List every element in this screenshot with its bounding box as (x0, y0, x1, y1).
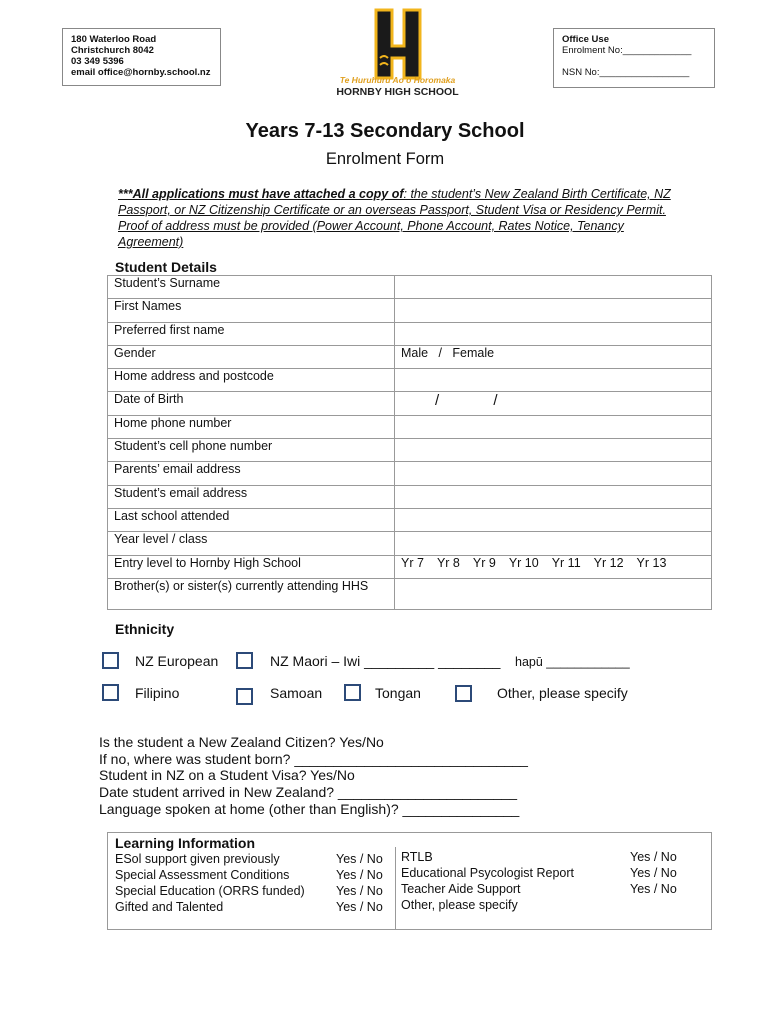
details-row (108, 439, 712, 462)
learning-divider (395, 847, 396, 929)
learning-right-list (401, 849, 691, 913)
hapu-label: hapū ____________ (515, 655, 630, 669)
learning-item (401, 897, 691, 913)
samoan-label: Samoan (270, 685, 323, 701)
details-row (108, 369, 712, 392)
address-line1: 180 Waterloo Road (71, 34, 157, 45)
learning-item-label: Gifted and Talented (115, 900, 224, 914)
learning-item (115, 899, 390, 915)
details-input-field[interactable] (395, 276, 712, 299)
arrival-date-question: Date student arrived in New Zealand? _______________________ (99, 784, 517, 800)
notice-text: : the student’s New Zealand Birth Certificate, NZ Passport, or NZ Citizenship Certificate or an overseas Passport, Student Visa or Residency Permit. Proof of address must be provided (Power Account, Phone Account, Rates Notice, Tenancy Agreement) (118, 187, 671, 249)
learning-item-label: ESol support given previously (115, 852, 280, 866)
home-language-question: Language spoken at home (other than English)? _______________ (99, 801, 520, 817)
yes-no-option[interactable]: Yes / No (336, 900, 383, 914)
entry-year-option[interactable]: Yr 13 (636, 555, 667, 570)
address-email: email office@hornby.school.nz (71, 67, 211, 78)
yes-no-option[interactable]: Yes / No (630, 866, 677, 880)
yes-no-option[interactable]: Yes / No (336, 884, 383, 898)
other-ethnicity-label: Other, please specify (497, 685, 628, 701)
learning-item (401, 881, 691, 897)
logo-school-name: HORNBY HIGH SCHOOL (336, 86, 459, 98)
learning-item-label: Special Education (ORRS funded) (115, 884, 305, 898)
entry-year-option[interactable]: Yr 11 (551, 555, 581, 570)
learning-item-label: RTLB (401, 850, 433, 864)
learning-left-list (115, 851, 390, 915)
office-use-box (553, 28, 715, 88)
learning-item-label: Special Assessment Conditions (115, 868, 290, 882)
learning-heading: Learning Information (115, 835, 255, 851)
details-row (108, 508, 712, 531)
yes-no-option[interactable]: Yes / No (630, 882, 677, 896)
details-input-field[interactable] (395, 532, 712, 555)
details-input-field[interactable] (395, 439, 712, 462)
logo-motto: Te Huruhuru Ao o Horomaka (339, 75, 456, 85)
entry-year-option[interactable]: Yr 10 (508, 555, 539, 570)
details-label: Last school attended (108, 508, 395, 531)
learning-item (401, 865, 691, 881)
learning-item-label: Teacher Aide Support (401, 882, 521, 896)
details-input-field[interactable] (395, 299, 712, 322)
details-row (108, 462, 712, 485)
details-label: Parents’ email address (108, 462, 395, 485)
page-subtitle: Enrolment Form (325, 150, 445, 168)
details-row (108, 555, 712, 578)
details-input-field[interactable] (395, 578, 712, 609)
entry-year-option[interactable]: Yr 8 (436, 555, 460, 570)
details-row (108, 485, 712, 508)
birthplace-question: If no, where was student born? ______________________________ (99, 751, 528, 767)
details-label: Brother(s) or sister(s) currently attending HHS (108, 578, 395, 609)
office-use-title: Office Use (562, 34, 609, 45)
entry-year-option[interactable]: Yr 12 (593, 555, 624, 570)
address-phone: 03 349 5396 (71, 56, 124, 67)
samoan-checkbox[interactable] (236, 688, 253, 705)
yes-no-option[interactable]: Yes / No (630, 850, 677, 864)
filipino-label: Filipino (135, 685, 180, 701)
details-label: Preferred first name (108, 322, 395, 345)
entry-year-option[interactable]: Yr 7 (401, 555, 424, 570)
details-row (108, 532, 712, 555)
nz-european-label: NZ European (135, 653, 219, 669)
details-row (108, 578, 712, 609)
details-label: First Names (108, 299, 395, 322)
details-label: Date of Birth (108, 392, 395, 415)
learning-item (115, 851, 390, 867)
yes-no-option[interactable]: Yes / No (336, 852, 383, 866)
details-row (108, 345, 712, 368)
tongan-label: Tongan (375, 685, 421, 701)
details-label: Student’s email address (108, 485, 395, 508)
details-label: Gender (108, 345, 395, 368)
yes-no-option[interactable]: Yes / No (336, 868, 383, 882)
nz-citizen-question: Is the student a New Zealand Citizen? Yes/No (99, 734, 384, 750)
learning-item (401, 849, 691, 865)
learning-item-label: Other, please specify (401, 898, 518, 912)
ethnicity-heading: Ethnicity (115, 621, 175, 637)
learning-item (115, 867, 390, 883)
enrolment-number-field: Enrolment No:_____________ (562, 45, 692, 56)
details-input-field[interactable] (395, 555, 712, 578)
learning-item-label: Educational Psycologist Report (401, 866, 575, 880)
details-row (108, 415, 712, 438)
nsn-number-field: NSN No:_________________ (562, 67, 690, 78)
details-label: Student’s Surname (108, 276, 395, 299)
details-label: Year level / class (108, 532, 395, 555)
filipino-checkbox[interactable] (102, 684, 119, 701)
school-logo (330, 8, 465, 100)
details-input-field[interactable] (395, 322, 712, 345)
details-row (108, 322, 712, 345)
details-row (108, 276, 712, 299)
details-label: Home phone number (108, 415, 395, 438)
details-input-field[interactable] (395, 485, 712, 508)
details-label: Student’s cell phone number (108, 439, 395, 462)
details-input-field[interactable] (395, 415, 712, 438)
details-input-field[interactable] (395, 369, 712, 392)
learning-information-box (107, 832, 712, 930)
nz-maori-checkbox[interactable] (236, 652, 253, 669)
notice-bold: ***All applications must have attached a copy of (118, 187, 404, 201)
tongan-checkbox[interactable] (344, 684, 361, 701)
school-address-box (62, 28, 221, 86)
student-visa-question: Student in NZ on a Student Visa? Yes/No (99, 767, 355, 783)
details-input-field[interactable]: / / (395, 392, 712, 415)
student-details-table (107, 275, 712, 610)
learning-item (115, 883, 390, 899)
details-label: Entry level to Hornby High School (108, 555, 395, 578)
student-details-heading: Student Details (115, 259, 217, 275)
nz-maori-label: NZ Maori – Iwi _________ ________ (270, 653, 501, 669)
details-input-field[interactable] (395, 462, 712, 485)
details-label: Home address and postcode (108, 369, 395, 392)
details-input-field[interactable] (395, 508, 712, 531)
nz-european-checkbox[interactable] (102, 652, 119, 669)
details-row (108, 299, 712, 322)
details-input-field[interactable]: Male / Female (395, 345, 712, 368)
details-row (108, 392, 712, 415)
other-ethnicity-checkbox[interactable] (455, 685, 472, 702)
page-title: Years 7-13 Secondary School (245, 120, 525, 142)
attachment-notice (118, 186, 678, 250)
entry-year-option[interactable]: Yr 9 (472, 555, 496, 570)
address-line2: Christchurch 8042 (71, 45, 154, 56)
